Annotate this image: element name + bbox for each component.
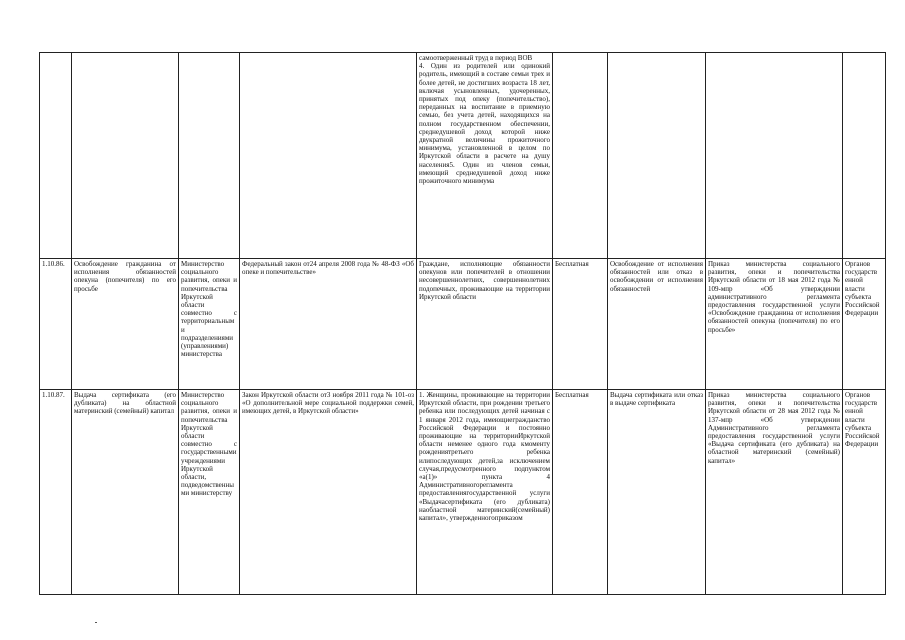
services-register-table: [39, 52, 886, 595]
cell-service: Освобождение гражданина от исполнения обязанностей опекуна (попечителя) по его просьбе: [72, 259, 179, 390]
cell-service: [72, 53, 179, 259]
cell-law: Федеральный закон от24 апреля 2008 года № 48-ФЗ «Об опеке и попечительстве»: [240, 259, 417, 390]
cell-eligibility: самоотверженный труд в период ВОВ 4. Один из родителей или одинокий родитель, имеющий в составе семьи трех и более детей, не достигших возраста 18 лет, включая усыновленных, удочеренных, принятых под опеку (попечительство), переданных на воспитание в приемную семью, без учета детей, находящихся на полном государственном обеспечении, среднедушевой доход которой ниже двукратной величины прожиточного минимума, установленной в целом по Иркутской области в расчете на душу населения5. Один из членов семьи, имеющий среднедушевой доход ниже прожиточного минимума: [417, 53, 553, 259]
table-row: [40, 390, 886, 595]
cell-body: Министерство социального развития, опеки и попечительства Иркутской области совместно с государственными учреждениями Иркутской области, подведомственными министерству: [179, 390, 240, 595]
cell-regulation: [706, 53, 843, 259]
cell-result: Выдача сертификата или отказ в выдаче сертификата: [608, 390, 706, 595]
cell-regulation: Приказ министерства социального развития, опеки и попечительства Иркутской области от 18 мая 2012 года № 109-мпр «Об утверждении административного регламента предоставления государственной услуги «Освобождение гражданина от исполнения обязанностей опекуна (попечителя) по его просьбе»: [706, 259, 843, 390]
cell-fee: [553, 53, 608, 259]
cell-law: Закон Иркутской области от3 ноября 2011 года № 101-оз «О дополнительной мере социальной поддержки семей, имеющих детей, в Иркутской области»: [240, 390, 417, 595]
cell-fee: Бесплатная: [553, 259, 608, 390]
cell-body: [179, 53, 240, 259]
cell-fee: Бесплатная: [553, 390, 608, 595]
cell-service: Выдача сертификата (его дубликата) на областной материнский (семейный) капитал: [72, 390, 179, 595]
cell-number: 1.10.86.: [40, 259, 72, 390]
cell-eligibility: 1. Женщины, проживающие на территории Иркутской области, при рождении третьего ребенка или последующих детей начиная с 1 января 2012 года, имеющиегражданство Российской Федерации и постоянно проживающие на территорииИркутской области неменее одного года кмоменту рождениятретьего ребенка илипоследующих детей,за исключением случая,предусмотренного подпунктом «а(1)» пункта 4 Административногорегламента предоставлениягосударственной услуги «Выдачасертификата (его дубликата) наобластной материнский(семейный) капитал», утвержденногоприказом: [417, 390, 553, 595]
cell-result: Освобождение от исполнения обязанностей или отказ в освобождении от исполнения обязанностей: [608, 259, 706, 390]
scan-speck: [95, 622, 97, 623]
cell-authority: Органов государств енной власти субъекта Российской Федерации: [843, 390, 886, 595]
cell-authority: Органов государств енной власти субъекта Российской Федерации: [843, 259, 886, 390]
cell-authority: [843, 53, 886, 259]
cell-law: [240, 53, 417, 259]
table-row-continued: [40, 53, 886, 259]
cell-body: Министерство социального развития, опеки и попечительства Иркутской области совместно с территориальными подразделениями (управлениями) министерства: [179, 259, 240, 390]
cell-eligibility: Граждане, исполняющие обязанности опекунов или попечителей в отношении несовершеннолетних, совершеннолетних подопечных, проживающие на территории Иркутской области: [417, 259, 553, 390]
cell-number: 1.10.87.: [40, 390, 72, 595]
cell-number: [40, 53, 72, 259]
cell-regulation: Приказ министерства социального развития, опеки и попечительства Иркутской области от 28 мая 2012 года № 137-мпр «Об утверждении Административного регламента предоставления государственной услуги «Выдача сертификата (его дубликата) на областной материнский (семейный) капитал»: [706, 390, 843, 595]
cell-result: [608, 53, 706, 259]
table-row: [40, 259, 886, 390]
